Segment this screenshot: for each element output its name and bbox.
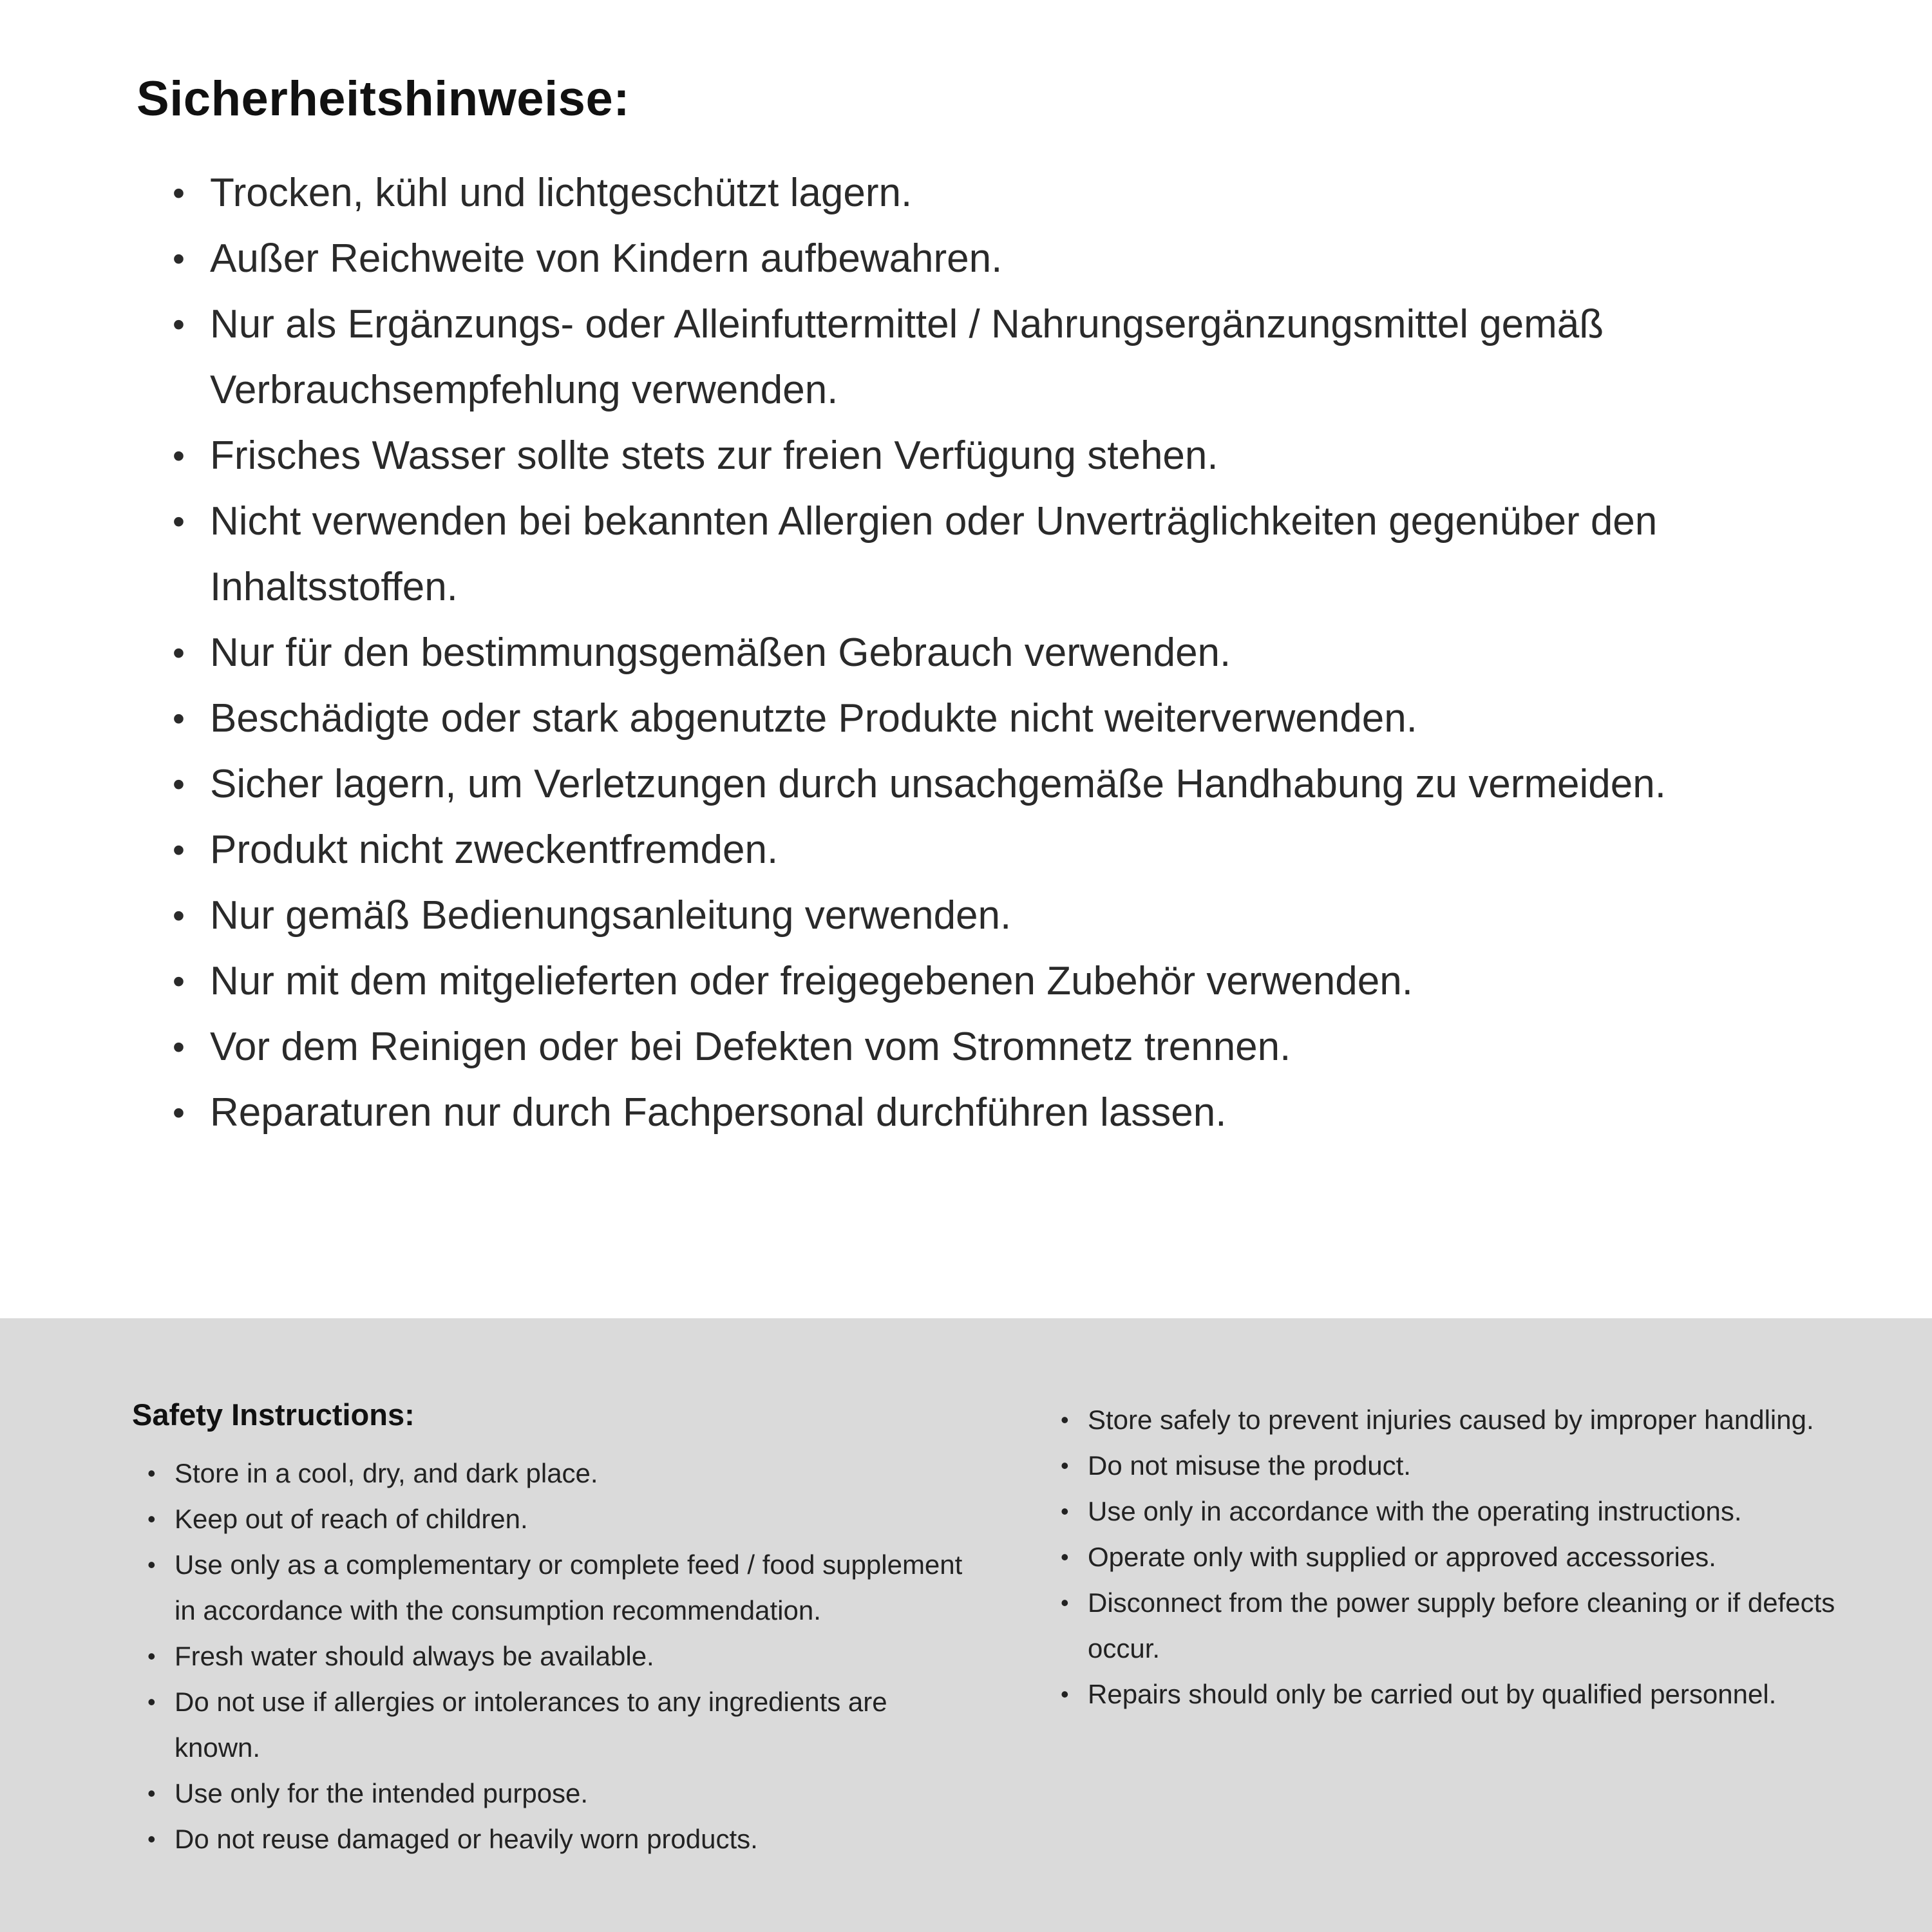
german-list-item: • Trocken, kühl und lichtgeschützt lagern. xyxy=(170,160,1816,226)
english-list-item: • Fresh water should always be available. xyxy=(146,1633,976,1679)
german-list-item: • Nur für den bestimmungsgemäßen Gebrauch verwenden. xyxy=(170,620,1816,686)
german-list-item: • Frisches Wasser sollte stets zur freien Verfügung stehen. xyxy=(170,423,1816,489)
english-list-item: • Store safely to prevent injuries caused by improper handling. xyxy=(1059,1397,1835,1443)
english-section xyxy=(0,1318,1932,1932)
english-right-column xyxy=(1059,1397,1835,1932)
german-list-item: • Beschädigte oder stark abgenutzte Produkte nicht weiterverwenden. xyxy=(170,686,1816,752)
english-list-item: • Store in a cool, dry, and dark place. xyxy=(146,1450,976,1496)
german-list-item: • Nur als Ergänzungs- oder Alleinfuttermittel / Nahrungsergänzungsmittel gemäß Verbrauchsempfehlung verwenden. xyxy=(170,292,1816,423)
english-list-item: • Do not misuse the product. xyxy=(1059,1443,1835,1488)
english-list-item: • Repairs should only be carried out by qualified personnel. xyxy=(1059,1671,1835,1717)
english-list-item: • Use only as a complementary or complete feed / food supplement in accordance with the consumption recommendation. xyxy=(146,1542,976,1633)
german-list-item: • Nur mit dem mitgelieferten oder freigegebenen Zubehör verwenden. xyxy=(170,949,1816,1014)
english-list-item: • Keep out of reach of children. xyxy=(146,1496,976,1542)
german-list-item: • Nicht verwenden bei bekannten Allergien oder Unverträglichkeiten gegenüber den Inhaltsstoffen. xyxy=(170,489,1816,620)
german-title: Sicherheitshinweise: xyxy=(137,71,630,126)
german-list-item: • Produkt nicht zweckentfremden. xyxy=(170,817,1816,883)
german-list-item: • Außer Reichweite von Kindern aufbewahren. xyxy=(170,226,1816,292)
english-list-item: • Do not reuse damaged or heavily worn products. xyxy=(146,1816,976,1862)
english-right-list xyxy=(1059,1397,1835,1717)
german-list-item: • Vor dem Reinigen oder bei Defekten vom Stromnetz trennen. xyxy=(170,1014,1816,1080)
english-title: Safety Instructions: xyxy=(132,1397,415,1432)
english-list-item: • Use only for the intended purpose. xyxy=(146,1770,976,1816)
german-list-item: • Nur gemäß Bedienungsanleitung verwenden. xyxy=(170,883,1816,949)
english-list-item: • Disconnect from the power supply before cleaning or if defects occur. xyxy=(1059,1580,1835,1671)
english-left-column xyxy=(132,1397,976,1932)
german-list xyxy=(170,160,1816,1146)
german-list-item: • Reparaturen nur durch Fachpersonal durchführen lassen. xyxy=(170,1080,1816,1146)
english-left-list xyxy=(146,1450,976,1862)
german-list-item: • Sicher lagern, um Verletzungen durch unsachgemäße Handhabung zu vermeiden. xyxy=(170,752,1816,817)
english-list-item: • Do not use if allergies or intolerances to any ingredients are known. xyxy=(146,1679,976,1770)
english-list-item: • Use only in accordance with the operating instructions. xyxy=(1059,1488,1835,1534)
english-list-item: • Operate only with supplied or approved accessories. xyxy=(1059,1534,1835,1580)
